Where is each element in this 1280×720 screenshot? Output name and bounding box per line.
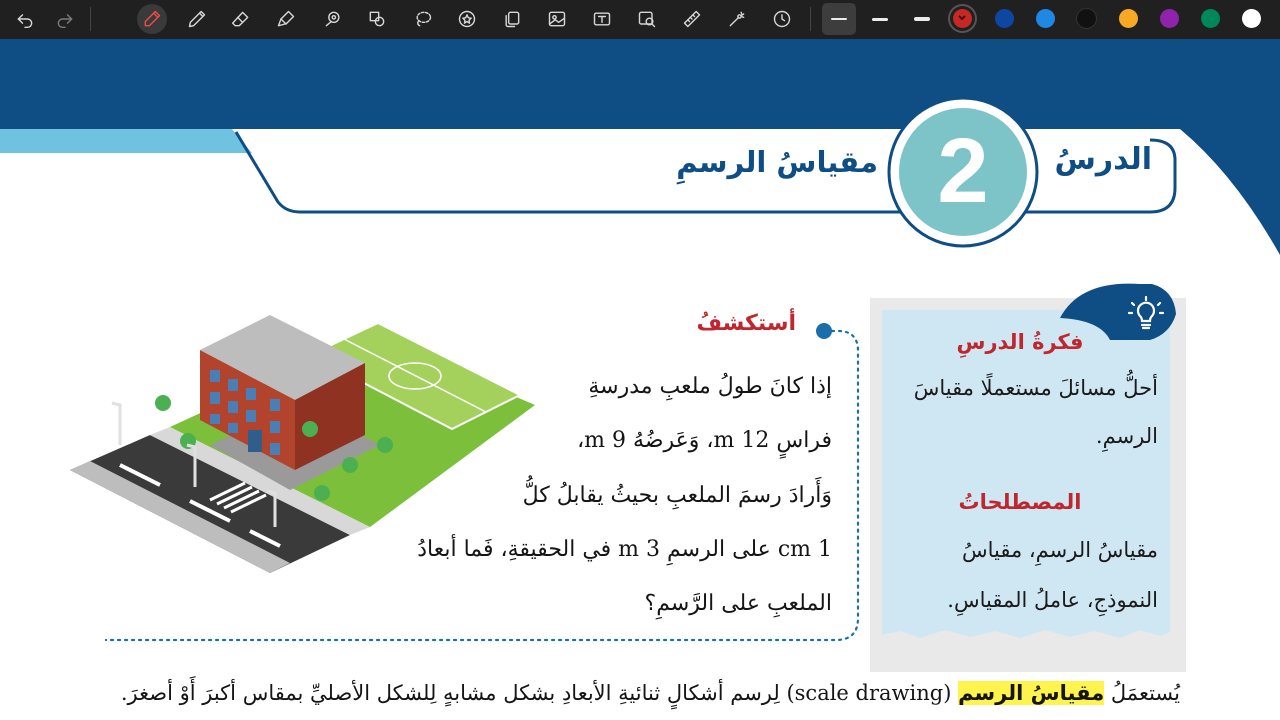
zoom-image-icon[interactable] [632, 4, 662, 34]
explore-line-2: فراسٍ 12 m، وَعَرضُهُ 9 m، [577, 428, 832, 453]
sticker-icon[interactable] [452, 4, 482, 34]
stroke-medium-button[interactable] [863, 3, 897, 35]
highlighter-icon[interactable] [271, 4, 301, 34]
explore-line-4: 1 cm على الرسمِ 3 m في الحقيقةِ، فَما أبعادُ [417, 537, 832, 562]
shape-icon[interactable] [318, 4, 348, 34]
idea-line-1: أحلُّ مسائلَ مستعملًا مقياسَ [913, 376, 1158, 400]
color-swatch-red[interactable] [953, 9, 972, 28]
copy-icon[interactable] [497, 4, 527, 34]
lesson-title: مقياسُ الرسمِ [676, 145, 878, 179]
lesson-number: 2 [937, 119, 989, 222]
explore-line-3: وَأَرادَ رسمَ الملعبِ بحيثُ يقابلُ كلُّ [522, 483, 832, 508]
image-icon[interactable] [542, 4, 572, 34]
ruler-icon[interactable] [677, 4, 707, 34]
toolbar-divider [810, 7, 811, 31]
highlighted-term: مقياسُ الرسم [958, 681, 1105, 705]
stroke-thin-button[interactable] [822, 3, 856, 35]
toolbar-divider [90, 7, 91, 31]
lesson-label: الدرسُ [1054, 142, 1152, 177]
lasso-icon[interactable] [408, 4, 438, 34]
idea-heading: فكرةُ الدرسِ [956, 330, 1084, 354]
color-swatch-navy[interactable] [995, 9, 1014, 28]
terms-line-1: مقياسُ الرسمِ، مقياسُ [961, 538, 1158, 562]
chevron-down-icon [958, 15, 966, 21]
color-swatch-orange[interactable] [1119, 9, 1138, 28]
idea-line-2: الرسمِ. [1095, 424, 1158, 448]
color-swatch-purple[interactable] [1160, 9, 1179, 28]
explore-heading: أستكشفُ [696, 311, 796, 336]
color-swatch-white[interactable] [1242, 9, 1261, 28]
color-swatch-black[interactable] [1077, 9, 1096, 28]
pencil-icon[interactable] [182, 4, 212, 34]
explore-line-5: الملعبِ على الرَّسمِ؟ [644, 591, 832, 616]
terms-line-2: النموذجِ، عاملُ المقياسِ. [947, 588, 1158, 612]
text-box-icon[interactable] [587, 4, 617, 34]
intro-text-start: يُستعمَلُ [1104, 681, 1180, 705]
undo-icon[interactable] [10, 4, 40, 34]
stroke-thick-button[interactable] [905, 3, 939, 35]
intro-paragraph [100, 681, 1180, 720]
color-swatch-green[interactable] [1201, 9, 1220, 28]
color-swatch-blue[interactable] [1036, 9, 1055, 28]
pen-icon[interactable] [137, 4, 167, 34]
timer-icon[interactable] [767, 4, 797, 34]
redo-icon[interactable] [50, 4, 80, 34]
lightbulb-icon [1126, 294, 1166, 334]
terms-heading: المصطلحاتُ [958, 490, 1082, 514]
laser-pointer-icon[interactable] [722, 4, 752, 34]
lesson-idea-card [870, 280, 1186, 672]
eraser-icon[interactable] [226, 4, 256, 34]
transform-icon[interactable] [362, 4, 392, 34]
annotation-toolbar [0, 0, 1280, 39]
explore-line-1: إذا كانَ طولُ ملعبِ مدرسةِ [588, 374, 832, 399]
intro-text-end: (scale drawing) لِرسم أشكالٍ ثنائيةِ الأبعادِ بشكل مشابهٍ لِلشكل الأصليِّ بمقاس أكبرَ أَوْ أصغرَ. [120, 681, 959, 705]
